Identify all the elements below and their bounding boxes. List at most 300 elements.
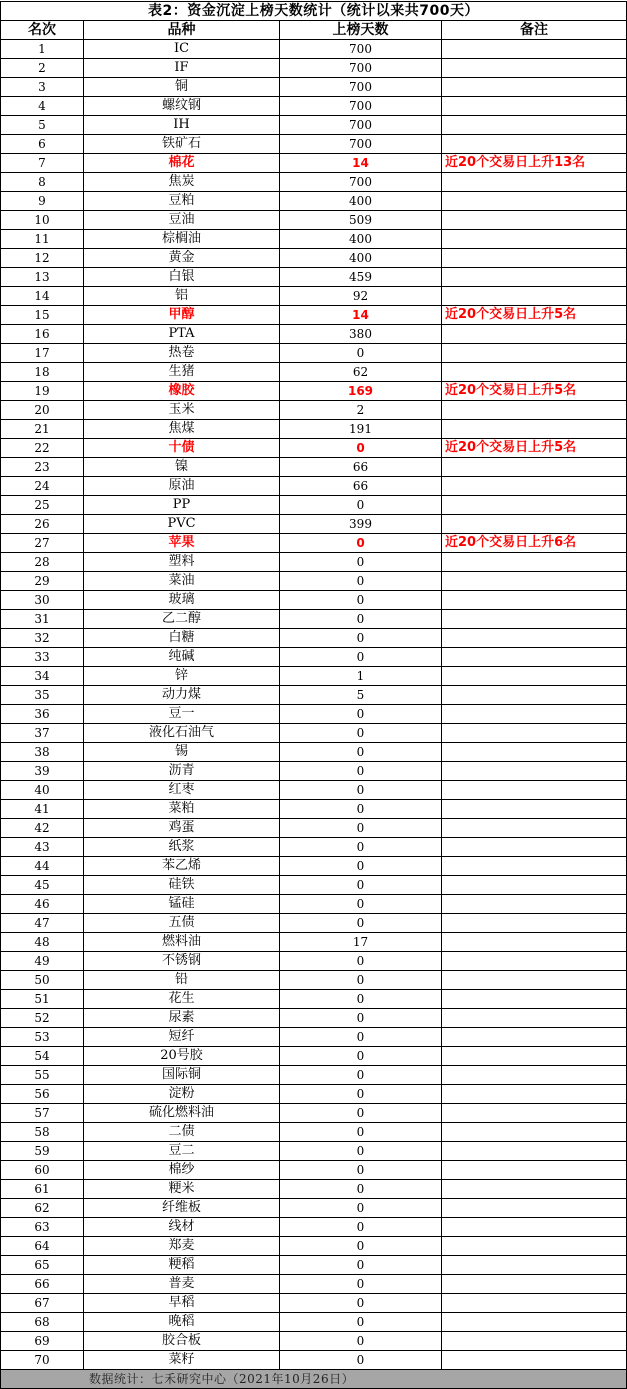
name-cell: 玻璃 bbox=[84, 591, 280, 610]
days-cell: 0 bbox=[280, 1123, 442, 1142]
days-cell: 66 bbox=[280, 477, 442, 496]
days-cell: 700 bbox=[280, 59, 442, 78]
name-cell: 晚稻 bbox=[84, 1313, 280, 1332]
name-cell: 铁矿石 bbox=[84, 135, 280, 154]
days-cell: 700 bbox=[280, 116, 442, 135]
days-cell: 0 bbox=[280, 1028, 442, 1047]
rank-cell: 51 bbox=[1, 990, 84, 1009]
table-row bbox=[1, 439, 627, 458]
note-cell bbox=[442, 97, 627, 116]
note-cell bbox=[442, 933, 627, 952]
note-cell bbox=[442, 173, 627, 192]
days-cell: 400 bbox=[280, 230, 442, 249]
note-cell bbox=[442, 648, 627, 667]
rank-cell: 50 bbox=[1, 971, 84, 990]
note-cell bbox=[442, 553, 627, 572]
note-cell bbox=[442, 515, 627, 534]
days-cell: 0 bbox=[280, 724, 442, 743]
table-row bbox=[1, 211, 627, 230]
footer-row bbox=[1, 1370, 627, 1389]
note-cell bbox=[442, 686, 627, 705]
rank-cell: 49 bbox=[1, 952, 84, 971]
note-cell bbox=[442, 743, 627, 762]
rank-cell: 64 bbox=[1, 1237, 84, 1256]
rank-cell: 47 bbox=[1, 914, 84, 933]
table-row bbox=[1, 1294, 627, 1313]
rank-cell: 62 bbox=[1, 1199, 84, 1218]
table-row bbox=[1, 1351, 627, 1370]
rank-cell: 5 bbox=[1, 116, 84, 135]
table-row bbox=[1, 59, 627, 78]
table-row bbox=[1, 705, 627, 724]
rank-cell: 30 bbox=[1, 591, 84, 610]
table-row bbox=[1, 230, 627, 249]
note-cell bbox=[442, 762, 627, 781]
days-cell: 0 bbox=[280, 1066, 442, 1085]
days-cell: 700 bbox=[280, 78, 442, 97]
table-row bbox=[1, 173, 627, 192]
rank-cell: 66 bbox=[1, 1275, 84, 1294]
days-cell: 380 bbox=[280, 325, 442, 344]
note-cell bbox=[442, 496, 627, 515]
note-cell bbox=[442, 1256, 627, 1275]
name-cell: 铝 bbox=[84, 287, 280, 306]
days-cell: 0 bbox=[280, 553, 442, 572]
name-cell: 粳稻 bbox=[84, 1256, 280, 1275]
rank-cell: 53 bbox=[1, 1028, 84, 1047]
table-row bbox=[1, 933, 627, 952]
days-cell: 0 bbox=[280, 1047, 442, 1066]
table-row bbox=[1, 838, 627, 857]
days-cell: 0 bbox=[280, 439, 442, 458]
table-row bbox=[1, 78, 627, 97]
rank-cell: 10 bbox=[1, 211, 84, 230]
name-cell: 早稻 bbox=[84, 1294, 280, 1313]
table-row bbox=[1, 1180, 627, 1199]
days-cell: 0 bbox=[280, 648, 442, 667]
note-cell bbox=[442, 211, 627, 230]
table-row bbox=[1, 325, 627, 344]
days-cell: 700 bbox=[280, 135, 442, 154]
days-cell: 2 bbox=[280, 401, 442, 420]
rank-cell: 19 bbox=[1, 382, 84, 401]
note-cell bbox=[442, 857, 627, 876]
rank-cell: 9 bbox=[1, 192, 84, 211]
name-cell: 花生 bbox=[84, 990, 280, 1009]
note-cell bbox=[442, 230, 627, 249]
table-row bbox=[1, 1161, 627, 1180]
note-cell bbox=[442, 667, 627, 686]
note-cell: 近20个交易日上升13名 bbox=[442, 154, 627, 173]
days-cell: 17 bbox=[280, 933, 442, 952]
name-cell: 胶合板 bbox=[84, 1332, 280, 1351]
days-cell: 0 bbox=[280, 1218, 442, 1237]
name-cell: 红枣 bbox=[84, 781, 280, 800]
days-cell: 0 bbox=[280, 743, 442, 762]
table-row bbox=[1, 781, 627, 800]
days-cell: 0 bbox=[280, 819, 442, 838]
days-cell: 169 bbox=[280, 382, 442, 401]
note-cell bbox=[442, 78, 627, 97]
rank-cell: 68 bbox=[1, 1313, 84, 1332]
days-cell: 0 bbox=[280, 705, 442, 724]
note-cell bbox=[442, 1161, 627, 1180]
name-cell: 白银 bbox=[84, 268, 280, 287]
note-cell bbox=[442, 705, 627, 724]
table-row bbox=[1, 648, 627, 667]
name-cell: 豆二 bbox=[84, 1142, 280, 1161]
table-row bbox=[1, 1199, 627, 1218]
table-row bbox=[1, 572, 627, 591]
ranking-table bbox=[0, 1, 627, 1389]
rank-cell: 23 bbox=[1, 458, 84, 477]
note-cell bbox=[442, 1009, 627, 1028]
name-cell: 燃料油 bbox=[84, 933, 280, 952]
days-cell: 0 bbox=[280, 1351, 442, 1370]
days-cell: 0 bbox=[280, 1104, 442, 1123]
days-cell: 0 bbox=[280, 591, 442, 610]
rank-cell: 34 bbox=[1, 667, 84, 686]
table-row bbox=[1, 876, 627, 895]
days-cell: 0 bbox=[280, 1313, 442, 1332]
name-cell: 豆油 bbox=[84, 211, 280, 230]
days-cell: 459 bbox=[280, 268, 442, 287]
days-cell: 0 bbox=[280, 952, 442, 971]
name-cell: 动力煤 bbox=[84, 686, 280, 705]
name-cell: 铅 bbox=[84, 971, 280, 990]
name-cell: 原油 bbox=[84, 477, 280, 496]
days-cell: 400 bbox=[280, 249, 442, 268]
note-cell bbox=[442, 914, 627, 933]
table-row bbox=[1, 344, 627, 363]
note-cell bbox=[442, 1047, 627, 1066]
note-cell bbox=[442, 781, 627, 800]
table-row bbox=[1, 591, 627, 610]
days-cell: 0 bbox=[280, 914, 442, 933]
name-cell: 硫化燃料油 bbox=[84, 1104, 280, 1123]
note-cell bbox=[442, 1332, 627, 1351]
days-cell: 0 bbox=[280, 572, 442, 591]
days-cell: 0 bbox=[280, 534, 442, 553]
days-cell: 0 bbox=[280, 990, 442, 1009]
table-row bbox=[1, 629, 627, 648]
rank-cell: 12 bbox=[1, 249, 84, 268]
days-cell: 0 bbox=[280, 762, 442, 781]
table-row bbox=[1, 990, 627, 1009]
days-cell: 0 bbox=[280, 1009, 442, 1028]
name-cell: 锰硅 bbox=[84, 895, 280, 914]
rank-cell: 69 bbox=[1, 1332, 84, 1351]
days-cell: 0 bbox=[280, 1085, 442, 1104]
note-cell bbox=[442, 363, 627, 382]
note-cell bbox=[442, 1104, 627, 1123]
note-cell bbox=[442, 1066, 627, 1085]
note-cell bbox=[442, 629, 627, 648]
rank-cell: 26 bbox=[1, 515, 84, 534]
rank-cell: 32 bbox=[1, 629, 84, 648]
rank-cell: 43 bbox=[1, 838, 84, 857]
note-cell: 近20个交易日上升5名 bbox=[442, 439, 627, 458]
note-cell bbox=[442, 1313, 627, 1332]
table-row bbox=[1, 40, 627, 59]
table-row bbox=[1, 268, 627, 287]
table-row bbox=[1, 895, 627, 914]
days-cell: 66 bbox=[280, 458, 442, 477]
rank-cell: 58 bbox=[1, 1123, 84, 1142]
rank-cell: 33 bbox=[1, 648, 84, 667]
table-row bbox=[1, 458, 627, 477]
table-row bbox=[1, 914, 627, 933]
note-cell bbox=[442, 268, 627, 287]
name-cell: 硅铁 bbox=[84, 876, 280, 895]
data-source-footer: 数据统计：七禾研究中心（2021年10月26日） bbox=[1, 1370, 627, 1389]
note-cell bbox=[442, 800, 627, 819]
note-cell bbox=[442, 895, 627, 914]
rank-cell: 20 bbox=[1, 401, 84, 420]
note-cell bbox=[442, 1180, 627, 1199]
table-row bbox=[1, 477, 627, 496]
days-cell: 14 bbox=[280, 306, 442, 325]
note-cell bbox=[442, 116, 627, 135]
table-row bbox=[1, 420, 627, 439]
note-cell: 近20个交易日上升6名 bbox=[442, 534, 627, 553]
table-body bbox=[1, 40, 627, 1370]
rank-cell: 14 bbox=[1, 287, 84, 306]
note-cell bbox=[442, 1028, 627, 1047]
table-row bbox=[1, 1256, 627, 1275]
rank-cell: 45 bbox=[1, 876, 84, 895]
rank-cell: 6 bbox=[1, 135, 84, 154]
rank-cell: 17 bbox=[1, 344, 84, 363]
note-cell bbox=[442, 249, 627, 268]
table-row bbox=[1, 686, 627, 705]
note-cell bbox=[442, 458, 627, 477]
name-cell: 沥青 bbox=[84, 762, 280, 781]
table-row bbox=[1, 382, 627, 401]
days-cell: 400 bbox=[280, 192, 442, 211]
name-cell: 塑料 bbox=[84, 553, 280, 572]
name-cell: 纯碱 bbox=[84, 648, 280, 667]
name-cell: 甲醇 bbox=[84, 306, 280, 325]
days-cell: 1 bbox=[280, 667, 442, 686]
days-cell: 191 bbox=[280, 420, 442, 439]
days-column-header: 上榜天数 bbox=[280, 21, 442, 40]
days-cell: 0 bbox=[280, 781, 442, 800]
days-cell: 62 bbox=[280, 363, 442, 382]
rank-cell: 21 bbox=[1, 420, 84, 439]
note-cell: 近20个交易日上升5名 bbox=[442, 382, 627, 401]
table-row bbox=[1, 762, 627, 781]
days-cell: 0 bbox=[280, 1142, 442, 1161]
table-row bbox=[1, 1047, 627, 1066]
name-cell: 橡胶 bbox=[84, 382, 280, 401]
note-cell bbox=[442, 724, 627, 743]
rank-cell: 28 bbox=[1, 553, 84, 572]
days-cell: 0 bbox=[280, 895, 442, 914]
rank-cell: 55 bbox=[1, 1066, 84, 1085]
table-row bbox=[1, 1313, 627, 1332]
table-row bbox=[1, 1142, 627, 1161]
note-cell bbox=[442, 591, 627, 610]
days-cell: 0 bbox=[280, 857, 442, 876]
name-cell: 豆一 bbox=[84, 705, 280, 724]
note-cell bbox=[442, 819, 627, 838]
table-row bbox=[1, 192, 627, 211]
name-cell: IF bbox=[84, 59, 280, 78]
table-row bbox=[1, 1275, 627, 1294]
note-cell bbox=[442, 287, 627, 306]
note-cell bbox=[442, 344, 627, 363]
days-cell: 0 bbox=[280, 838, 442, 857]
table-row bbox=[1, 116, 627, 135]
rank-cell: 24 bbox=[1, 477, 84, 496]
days-cell: 0 bbox=[280, 1256, 442, 1275]
name-cell: 苯乙烯 bbox=[84, 857, 280, 876]
name-cell: 短纤 bbox=[84, 1028, 280, 1047]
name-cell: 粳米 bbox=[84, 1180, 280, 1199]
table-row bbox=[1, 534, 627, 553]
rank-cell: 25 bbox=[1, 496, 84, 515]
name-cell: 焦炭 bbox=[84, 173, 280, 192]
rank-cell: 39 bbox=[1, 762, 84, 781]
days-cell: 0 bbox=[280, 1332, 442, 1351]
name-cell: 棉纱 bbox=[84, 1161, 280, 1180]
table-row bbox=[1, 819, 627, 838]
name-cell: 铜 bbox=[84, 78, 280, 97]
days-cell: 700 bbox=[280, 97, 442, 116]
rank-cell: 54 bbox=[1, 1047, 84, 1066]
name-cell: IH bbox=[84, 116, 280, 135]
table-row bbox=[1, 515, 627, 534]
rank-cell: 61 bbox=[1, 1180, 84, 1199]
name-cell: 纤维板 bbox=[84, 1199, 280, 1218]
table-row bbox=[1, 743, 627, 762]
name-cell: 乙二醇 bbox=[84, 610, 280, 629]
days-cell: 0 bbox=[280, 1199, 442, 1218]
name-cell: 尿素 bbox=[84, 1009, 280, 1028]
name-cell: PP bbox=[84, 496, 280, 515]
days-cell: 0 bbox=[280, 1180, 442, 1199]
note-cell bbox=[442, 1199, 627, 1218]
rank-cell: 29 bbox=[1, 572, 84, 591]
note-cell bbox=[442, 1085, 627, 1104]
table-row bbox=[1, 287, 627, 306]
table-row bbox=[1, 724, 627, 743]
table-row bbox=[1, 135, 627, 154]
name-cell: 棕榈油 bbox=[84, 230, 280, 249]
name-column-header: 品种 bbox=[84, 21, 280, 40]
note-cell bbox=[442, 477, 627, 496]
name-cell: 普麦 bbox=[84, 1275, 280, 1294]
table-title: 表2：资金沉淀上榜天数统计（统计以来共700天） bbox=[1, 2, 627, 21]
table-row bbox=[1, 800, 627, 819]
note-cell bbox=[442, 876, 627, 895]
note-cell bbox=[442, 572, 627, 591]
name-cell: 焦煤 bbox=[84, 420, 280, 439]
table-row bbox=[1, 249, 627, 268]
table-row bbox=[1, 667, 627, 686]
days-cell: 0 bbox=[280, 1237, 442, 1256]
name-cell: 20号胶 bbox=[84, 1047, 280, 1066]
note-cell bbox=[442, 401, 627, 420]
name-cell: 鸡蛋 bbox=[84, 819, 280, 838]
days-cell: 0 bbox=[280, 629, 442, 648]
rank-cell: 48 bbox=[1, 933, 84, 952]
table-row bbox=[1, 154, 627, 173]
rank-cell: 42 bbox=[1, 819, 84, 838]
note-cell bbox=[442, 59, 627, 78]
name-cell: 锡 bbox=[84, 743, 280, 762]
name-cell: 液化石油气 bbox=[84, 724, 280, 743]
name-cell: 线材 bbox=[84, 1218, 280, 1237]
name-cell: 白糖 bbox=[84, 629, 280, 648]
note-cell bbox=[442, 610, 627, 629]
title-row bbox=[1, 2, 627, 21]
name-cell: 淀粉 bbox=[84, 1085, 280, 1104]
table-row bbox=[1, 363, 627, 382]
rank-cell: 52 bbox=[1, 1009, 84, 1028]
name-cell: 纸浆 bbox=[84, 838, 280, 857]
rank-cell: 31 bbox=[1, 610, 84, 629]
name-cell: 国际铜 bbox=[84, 1066, 280, 1085]
rank-cell: 35 bbox=[1, 686, 84, 705]
name-cell: 郑麦 bbox=[84, 1237, 280, 1256]
name-cell: 锌 bbox=[84, 667, 280, 686]
rank-cell: 63 bbox=[1, 1218, 84, 1237]
rank-cell: 7 bbox=[1, 154, 84, 173]
name-cell: PVC bbox=[84, 515, 280, 534]
table-row bbox=[1, 401, 627, 420]
table-row bbox=[1, 1085, 627, 1104]
table-row bbox=[1, 1237, 627, 1256]
note-cell bbox=[442, 990, 627, 1009]
name-cell: 玉米 bbox=[84, 401, 280, 420]
rank-cell: 46 bbox=[1, 895, 84, 914]
table-row bbox=[1, 610, 627, 629]
table-row bbox=[1, 553, 627, 572]
note-cell bbox=[442, 135, 627, 154]
name-cell: 十债 bbox=[84, 439, 280, 458]
header-row bbox=[1, 21, 627, 40]
table-row bbox=[1, 1066, 627, 1085]
name-cell: 苹果 bbox=[84, 534, 280, 553]
name-cell: 不锈钢 bbox=[84, 952, 280, 971]
table-row bbox=[1, 496, 627, 515]
note-cell: 近20个交易日上升5名 bbox=[442, 306, 627, 325]
days-cell: 5 bbox=[280, 686, 442, 705]
days-cell: 700 bbox=[280, 173, 442, 192]
rank-cell: 38 bbox=[1, 743, 84, 762]
rank-cell: 4 bbox=[1, 97, 84, 116]
days-cell: 399 bbox=[280, 515, 442, 534]
rank-cell: 56 bbox=[1, 1085, 84, 1104]
name-cell: 二债 bbox=[84, 1123, 280, 1142]
rank-cell: 44 bbox=[1, 857, 84, 876]
table-row bbox=[1, 1218, 627, 1237]
table-row bbox=[1, 1104, 627, 1123]
name-cell: 生猪 bbox=[84, 363, 280, 382]
name-cell: 黄金 bbox=[84, 249, 280, 268]
table-row bbox=[1, 97, 627, 116]
rank-cell: 1 bbox=[1, 40, 84, 59]
rank-cell: 67 bbox=[1, 1294, 84, 1313]
rank-cell: 57 bbox=[1, 1104, 84, 1123]
rank-cell: 8 bbox=[1, 173, 84, 192]
rank-column-header: 名次 bbox=[1, 21, 84, 40]
days-cell: 0 bbox=[280, 496, 442, 515]
days-cell: 0 bbox=[280, 1294, 442, 1313]
table-row bbox=[1, 1123, 627, 1142]
